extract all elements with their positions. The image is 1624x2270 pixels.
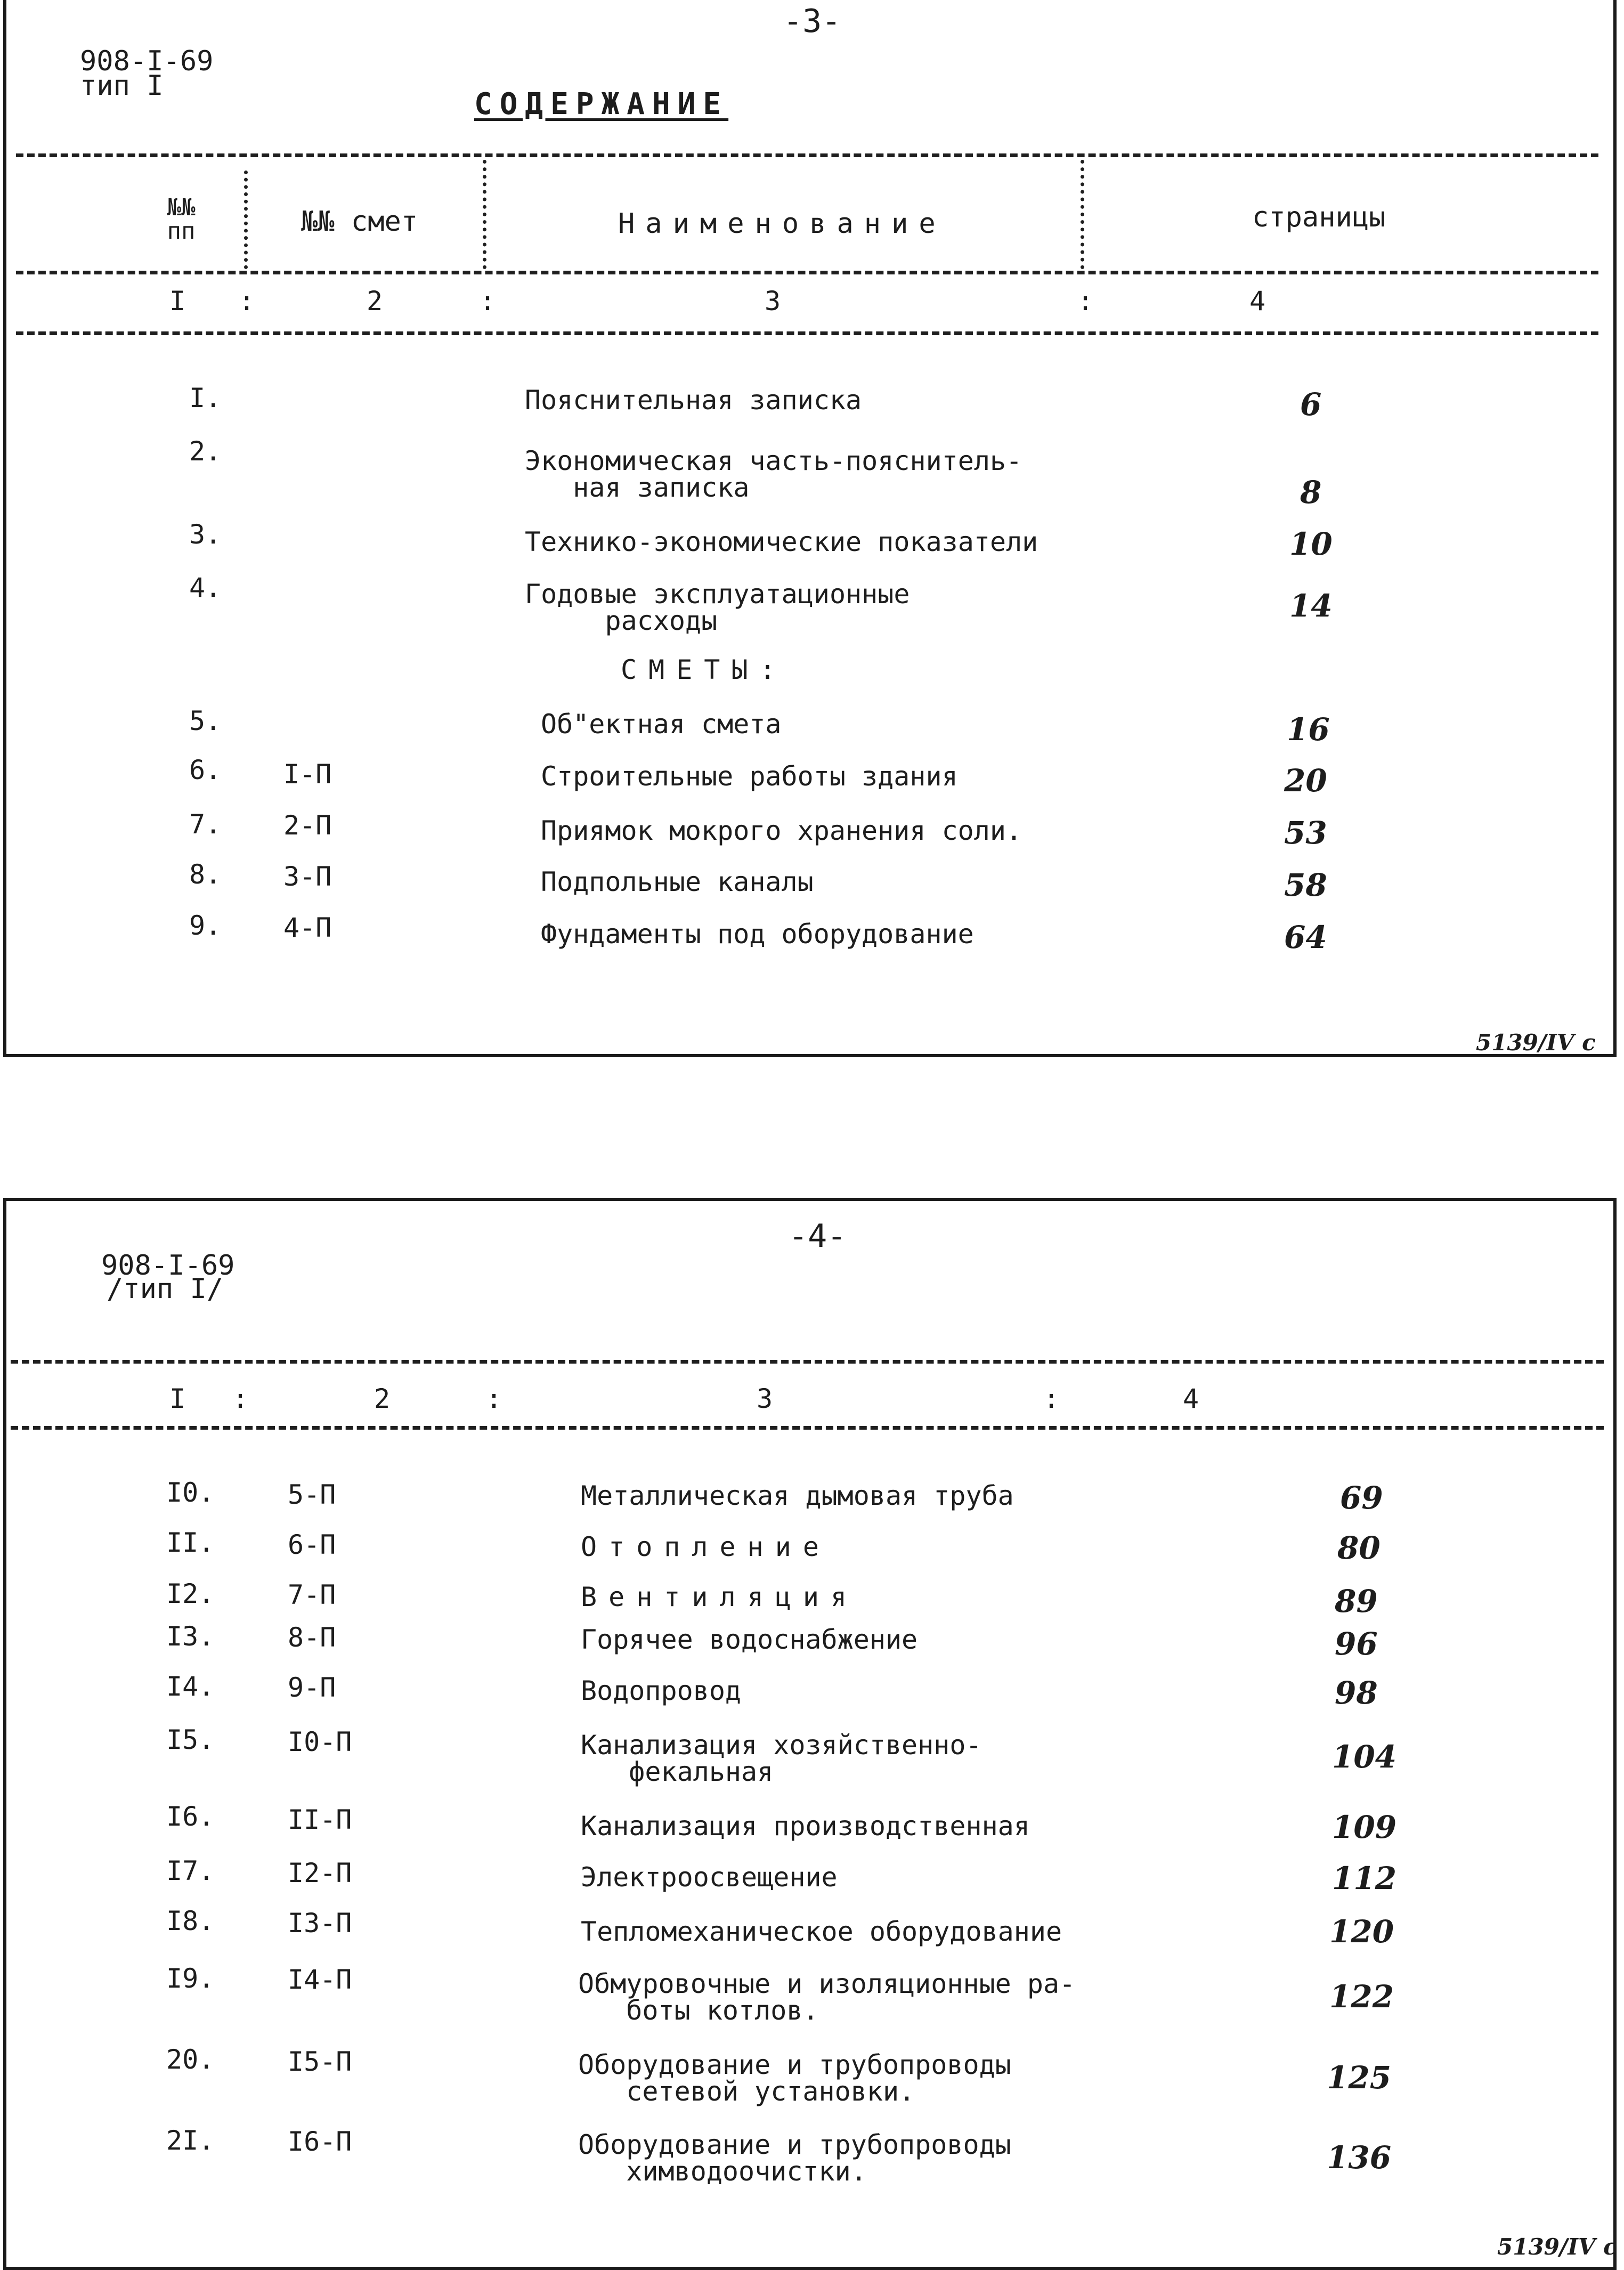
row-page: 96 <box>1335 1626 1378 1662</box>
row-name: Оборудование и трубопроводы сетевой установки. <box>578 2049 1011 2107</box>
row-name: Об"ектная смета <box>541 709 782 740</box>
document-type: /тип I/ <box>107 1273 224 1305</box>
row-name: Водопровод <box>581 1675 742 1706</box>
row-estimate: 8-П <box>288 1622 336 1653</box>
row-name: Канализация производственная <box>581 1811 1030 1842</box>
row-estimate: I4-П <box>288 1964 352 1995</box>
header-name: Наименование <box>618 208 946 240</box>
column-separator <box>1081 160 1084 269</box>
row-page: 120 <box>1329 1914 1394 1950</box>
row-page: 10 <box>1289 526 1333 562</box>
row-number: 2. <box>189 436 222 467</box>
row-number: I4. <box>166 1671 215 1702</box>
row-number: I. <box>189 383 222 414</box>
row-name: Обмуровочные и изоляционные ра- боты котлов. <box>578 1968 1076 2026</box>
row-name: Строительные работы здания <box>541 761 958 792</box>
colon-separator: : <box>480 286 496 317</box>
row-number: 5. <box>189 706 222 736</box>
header-number: №№ пп <box>167 194 196 245</box>
row-estimate: I5-П <box>288 2046 352 2077</box>
column-number: I <box>169 1383 186 1414</box>
column-number-rule <box>11 1426 1604 1430</box>
column-separator <box>483 160 486 269</box>
row-page: 64 <box>1284 919 1327 955</box>
row-page: 14 <box>1289 588 1333 624</box>
document-type: тип I <box>80 70 164 102</box>
row-name: Отопление <box>581 1531 831 1562</box>
header-estimate-number: №№ смет <box>301 206 418 238</box>
row-number: I8. <box>166 1906 215 1936</box>
page-number: -4- <box>789 1218 847 1255</box>
row-name: Приямок мокрого хранения соли. <box>541 815 1022 846</box>
row-estimate: I3-П <box>288 1908 352 1939</box>
column-number: 4 <box>1249 286 1266 317</box>
row-number: I5. <box>166 1724 215 1755</box>
column-number: 2 <box>367 286 383 317</box>
archive-stamp: 5139/IV с <box>1497 2234 1617 2260</box>
row-estimate: I2-П <box>288 1858 352 1888</box>
row-number: I6. <box>166 1801 215 1832</box>
row-page: 53 <box>1284 815 1327 851</box>
row-number: I9. <box>166 1963 215 1994</box>
row-page: 69 <box>1340 1480 1383 1516</box>
column-number: 3 <box>765 286 781 317</box>
column-number-rule <box>16 331 1598 335</box>
row-page: 136 <box>1327 2139 1392 2176</box>
row-name: Годовые эксплуатационные расходы <box>525 579 910 636</box>
column-number: I <box>169 286 186 317</box>
row-estimate: 5-П <box>288 1479 336 1510</box>
row-estimate: II-П <box>288 1804 352 1835</box>
row-name: Фундаменты под оборудование <box>541 919 974 950</box>
section-title: СМЕТЫ: <box>621 654 787 685</box>
row-page: 16 <box>1287 711 1330 748</box>
row-name: Экономическая часть-пояснитель- ная записка <box>525 445 1022 503</box>
row-number: I7. <box>166 1855 215 1886</box>
row-estimate: 7-П <box>288 1579 336 1610</box>
row-estimate: 3-П <box>283 861 332 892</box>
row-page: 98 <box>1335 1675 1378 1711</box>
row-page: 20 <box>1284 763 1327 799</box>
header-rule <box>16 271 1598 274</box>
row-number: I2. <box>166 1578 215 1609</box>
row-name: Металлическая дымовая труба <box>581 1480 1014 1511</box>
row-number: I0. <box>166 1477 215 1508</box>
row-page: 125 <box>1327 2060 1392 2096</box>
colon-separator: : <box>486 1383 502 1414</box>
colon-separator: : <box>239 286 255 317</box>
row-estimate: I-П <box>283 759 332 790</box>
row-number: 6. <box>189 755 222 785</box>
row-name: Вентиляция <box>581 1582 859 1612</box>
row-page: 112 <box>1332 1860 1397 1896</box>
row-page: 6 <box>1300 386 1322 423</box>
page-title: СОДЕРЖАНИЕ <box>474 87 729 121</box>
row-page: 122 <box>1329 1979 1394 2015</box>
document-code: 908-I-69 <box>80 45 214 77</box>
row-name: Электроосвещение <box>581 1862 838 1893</box>
row-estimate: 4-П <box>283 912 332 943</box>
row-estimate: 6-П <box>288 1529 336 1560</box>
row-page: 104 <box>1332 1739 1397 1775</box>
page-number: -3- <box>783 3 841 40</box>
row-estimate: I6-П <box>288 2126 352 2157</box>
colon-separator: : <box>1077 286 1094 317</box>
row-name: Тепломеханическое оборудование <box>581 1916 1062 1947</box>
column-number: 4 <box>1183 1383 1199 1414</box>
row-number: 3. <box>189 519 222 550</box>
colon-separator: : <box>1043 1383 1060 1414</box>
table-top-rule <box>16 153 1598 157</box>
row-estimate: I0-П <box>288 1726 352 1757</box>
row-number: I3. <box>166 1621 215 1652</box>
row-number: 4. <box>189 572 222 603</box>
header-pages: страницы <box>1252 201 1386 233</box>
row-number: 7. <box>189 809 222 840</box>
archive-stamp: 5139/IV с <box>1476 1029 1596 1056</box>
column-number: 2 <box>374 1383 391 1414</box>
table-top-rule <box>11 1360 1604 1364</box>
column-number: 3 <box>757 1383 773 1414</box>
row-page: 89 <box>1335 1583 1378 1619</box>
column-separator <box>244 171 248 269</box>
document-code: 908-I-69 <box>101 1250 235 1282</box>
row-number: 9. <box>189 910 222 941</box>
row-number: 8. <box>189 859 222 890</box>
row-page: 58 <box>1284 867 1327 903</box>
colon-separator: : <box>232 1383 249 1414</box>
row-name: Горячее водоснабжение <box>581 1624 918 1655</box>
row-number: 2I. <box>166 2125 215 2156</box>
row-name: Технико-экономические показатели <box>525 526 1038 557</box>
row-name: Канализация хозяйственно- фекальная <box>581 1730 982 1787</box>
row-number: II. <box>166 1527 215 1558</box>
row-estimate: 2-П <box>283 810 332 841</box>
row-name: Подпольные каналы <box>541 866 814 897</box>
row-name: Оборудование и трубопроводы химводоочистки. <box>578 2129 1011 2187</box>
row-number: 20. <box>166 2044 215 2075</box>
row-estimate: 9-П <box>288 1672 336 1703</box>
row-page: 80 <box>1337 1530 1381 1566</box>
row-page: 109 <box>1332 1809 1397 1845</box>
row-name: Пояснительная записка <box>525 385 862 416</box>
row-page: 8 <box>1300 474 1322 510</box>
